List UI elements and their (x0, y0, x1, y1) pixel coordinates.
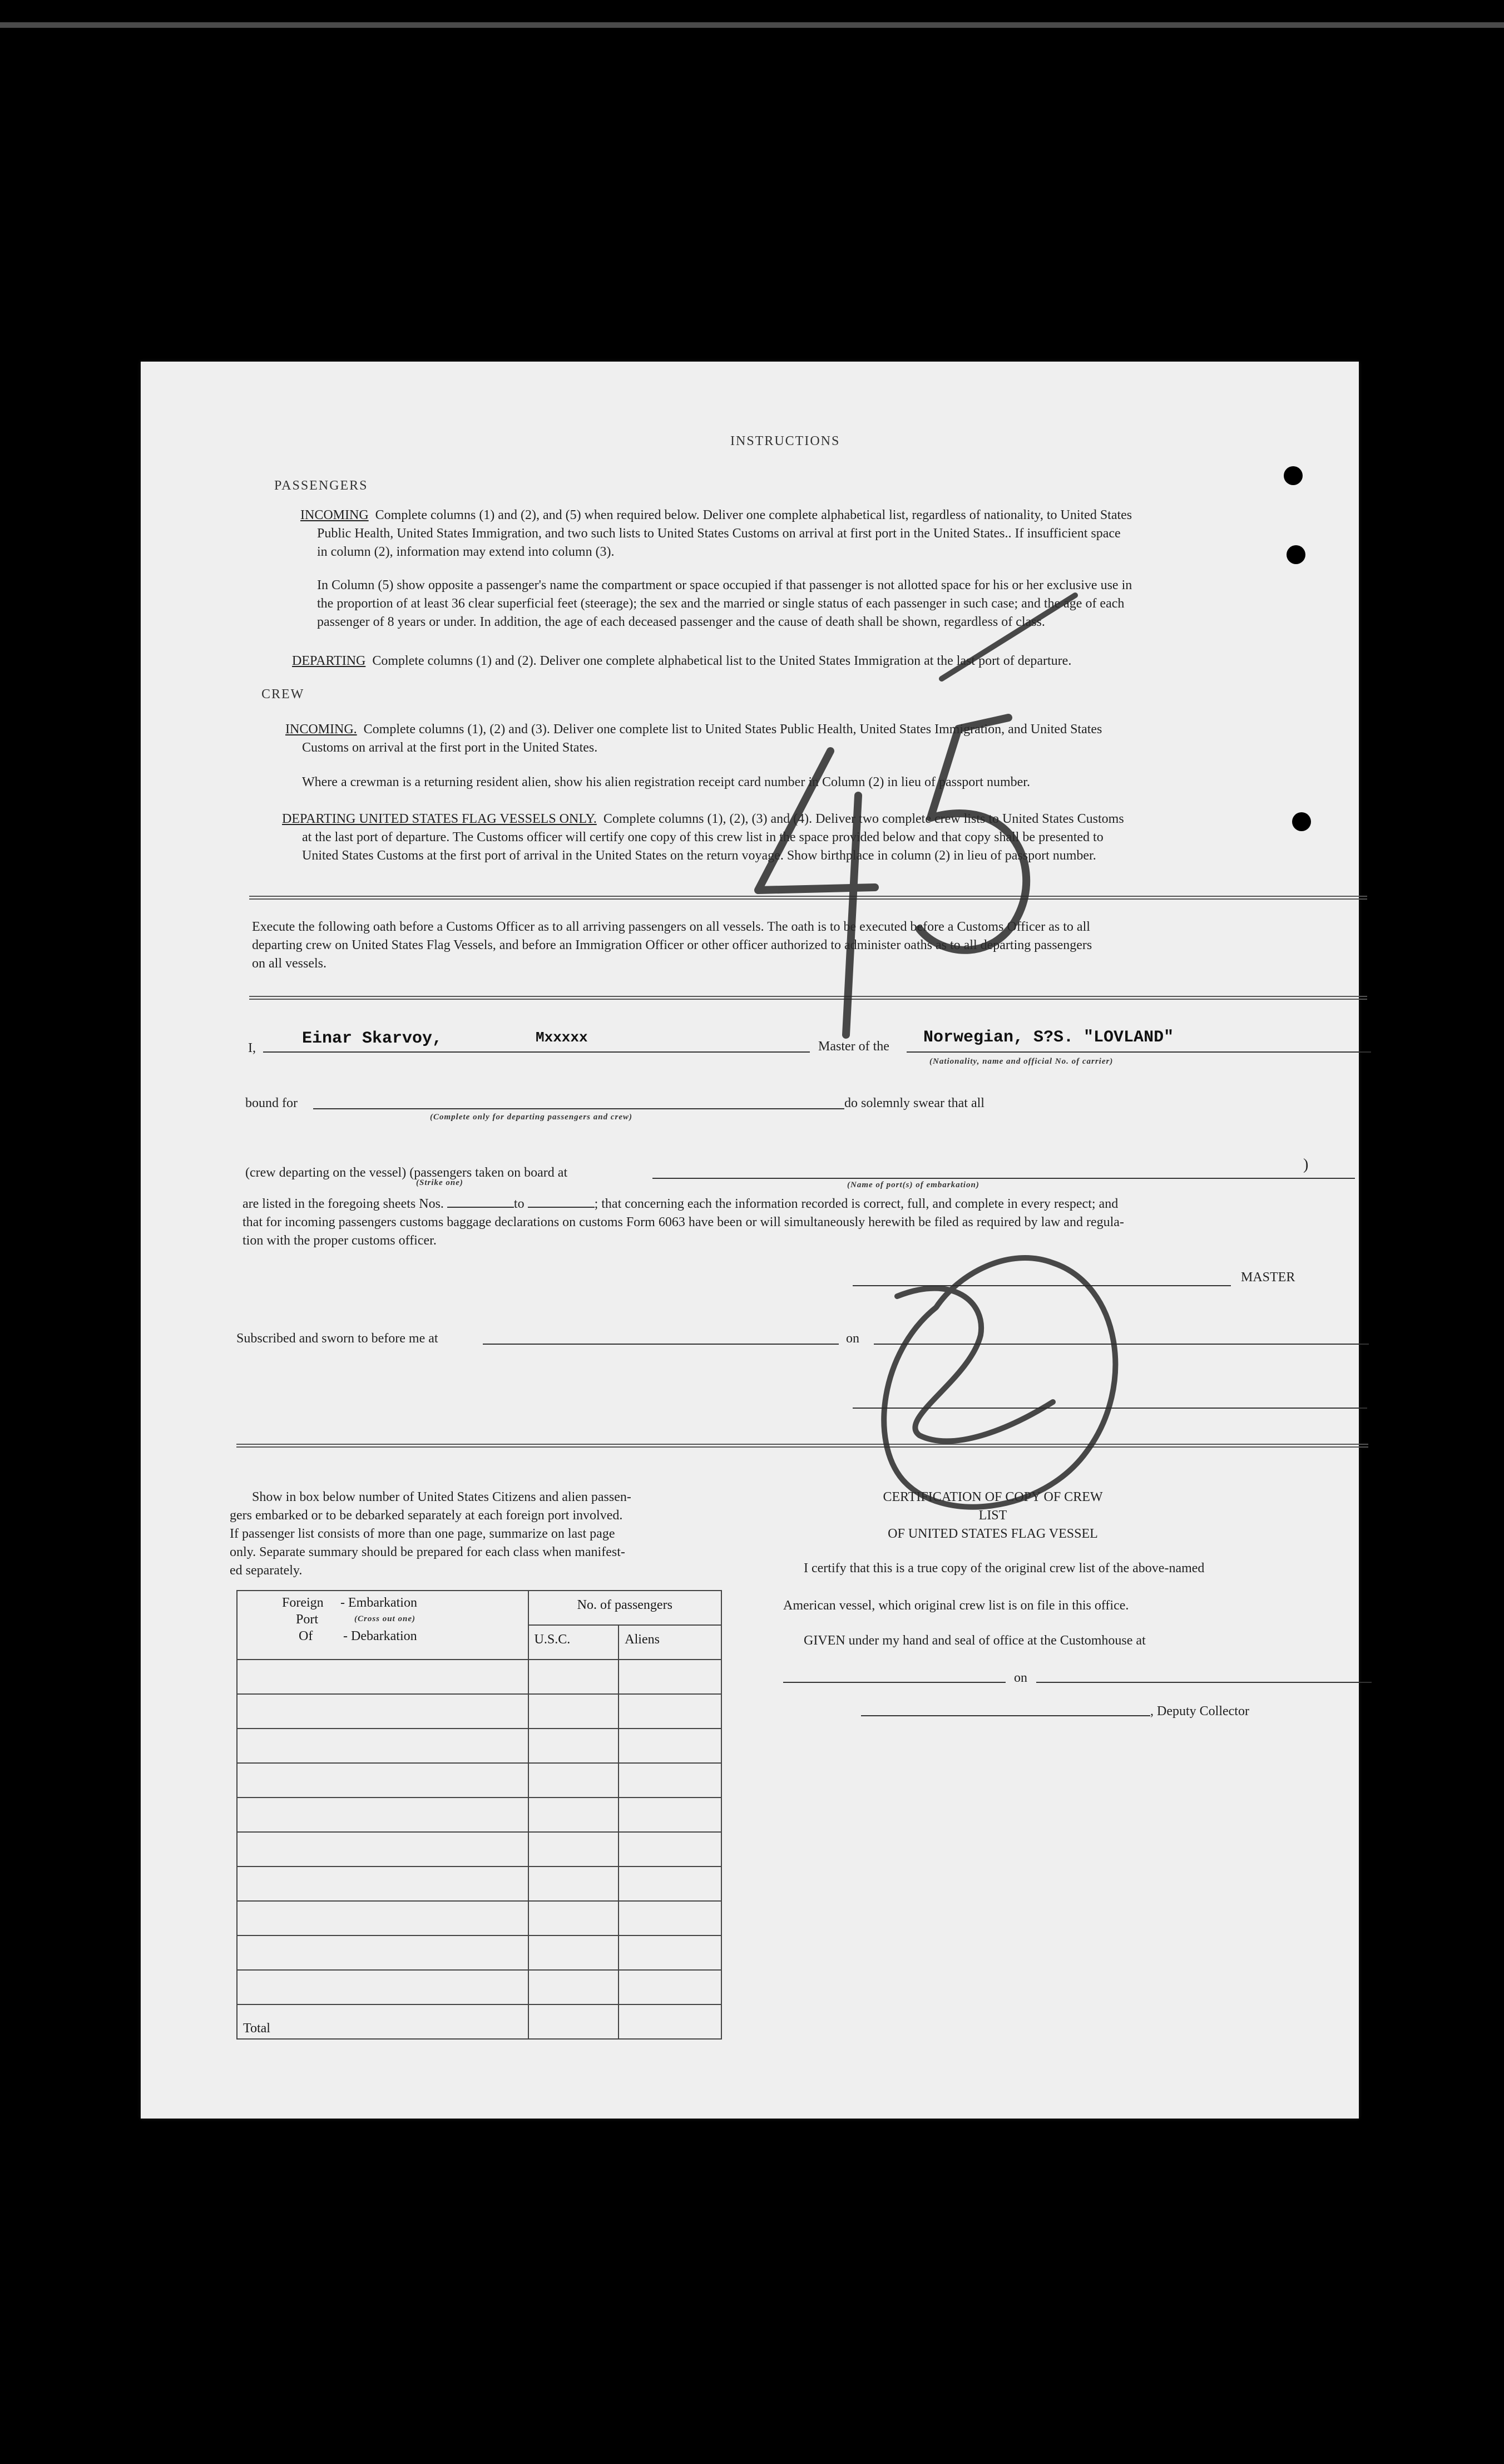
vessel-typed: Norwegian, S?S. "LOVLAND" (923, 1028, 1174, 1047)
listed-to: to (513, 1197, 525, 1211)
sheet-from-line (447, 1207, 514, 1208)
top-border-line (0, 22, 1504, 28)
subscribed-label: Subscribed and sworn to before me at (236, 1331, 438, 1346)
embarkation-port-caption: (Name of port(s) of embarkation) (847, 1181, 979, 1189)
listed-line2: that for incoming passengers customs baggage declarations on customs Form 6063 have been or will simultaneously herewith be filed as required by law and regula- (243, 1215, 1124, 1229)
crew-incoming-text: Complete columns (1), (2) and (3). Deliver one complete list to United States Public Health, United States Immigration, and United States (363, 722, 1102, 737)
oath-instructions-line1: Execute the following oath before a Customs Officer as to all arriving passengers on all vessels. The oath is to be executed before a Customs Officer as to all (252, 920, 1090, 934)
table-row (237, 1901, 528, 1935)
incoming-text-line3: in column (2), information may extend into column (3). (317, 545, 615, 559)
summary-line3: If passenger list consists of more than one page, summarize on last page (230, 1527, 615, 1541)
column5-paragraph (317, 576, 1363, 631)
passenger-summary-table (236, 1590, 722, 2040)
incoming-text: Complete columns (1) and (2), and (5) when required below. Deliver one complete alphabetical list, regardless of nationality, to United States (375, 508, 1132, 522)
certify-on-label: on (1014, 1671, 1027, 1685)
summary-instructions (230, 1488, 730, 1580)
header-aliens: Aliens (619, 1625, 721, 1660)
passengers-departing-paragraph (292, 652, 1338, 670)
sheet-to-line (528, 1207, 595, 1208)
circled-number-2 (884, 1258, 1115, 1507)
struck-title-typed: Mxxxxx (536, 1029, 588, 1046)
bound-for-label: bound for (245, 1096, 298, 1110)
customhouse-line (783, 1682, 1006, 1683)
listed-line3: tion with the proper customs officer. (243, 1233, 437, 1248)
crew-incoming-label: INCOMING. (285, 722, 357, 737)
table-row (237, 1694, 528, 1729)
master-name-typed: Einar Skarvoy, (302, 1029, 443, 1048)
header-of: Of (299, 1629, 313, 1643)
crew-departing-text-line2: at the last port of departure. The Customs officer will certify one copy of this crew list in the space provided below and that copy shall be presented to (302, 830, 1104, 845)
summary-line1: Show in box below number of United States Citizens and alien passen- (252, 1490, 631, 1504)
departing-text: Complete columns (1) and (2). Deliver one complete alphabetical list to the United States Immigration at the last port of departure. (372, 654, 1072, 668)
strike-one-caption: (Strike one) (416, 1178, 463, 1187)
section-divider-3 (236, 1444, 1368, 1448)
listed-sheets-paragraph (243, 1195, 1372, 1250)
subscribed-date-line (874, 1344, 1369, 1345)
certification-title-line2: OF UNITED STATES FLAG VESSEL (888, 1527, 1098, 1541)
officer-signature-line (853, 1408, 1367, 1409)
summary-line5: ed separately. (230, 1563, 303, 1578)
table-row (237, 1970, 528, 2004)
section-divider (249, 896, 1367, 900)
table-row (237, 1763, 528, 1798)
crew-departing-label: DEPARTING UNITED STATES FLAG VESSELS ONLY. (282, 812, 597, 826)
certify-line2: American vessel, which original crew list is on file in this office. (783, 1598, 1129, 1613)
certify-line3: GIVEN under my hand and seal of office at the Customhouse at (804, 1633, 1146, 1648)
hole-punch-2 (1287, 545, 1305, 564)
summary-line2: gers embarked or to be debarked separately at each foreign port involved. (230, 1508, 623, 1523)
oath-instructions (252, 918, 1359, 973)
master-of-label: Master of the (818, 1039, 889, 1054)
crew-departing-text-line3: United States Customs at the first port of arrival in the United States on the return voyage. Show birthplace in column (2) in lieu of passport number. (302, 848, 1096, 863)
passengers-incoming-paragraph (300, 506, 1346, 561)
hole-punch-3 (1292, 812, 1311, 831)
master-name-line (263, 1051, 810, 1053)
oath-instructions-line2: departing crew on United States Flag Vessels, and before an Immigration Officer or other officer authorized to administer oaths as to all departing passengers (252, 938, 1092, 952)
bound-for-caption: (Complete only for departing passengers and crew) (430, 1113, 632, 1122)
subscribed-place-line (483, 1344, 839, 1345)
crew-incoming-text-line2: Customs on arrival at the first port in the United States. (302, 740, 598, 755)
certify-line1: I certify that this is a true copy of the original crew list of the above-named (804, 1561, 1205, 1576)
hole-punch-1 (1284, 466, 1303, 485)
column5-line2: the proportion of at least 36 clear superficial feet (steerage); the sex and the married or single status of each passenger in such case; and the age of each (317, 596, 1125, 611)
certification-title-line1: CERTIFICATION OF COPY OF CREW LIST (883, 1490, 1103, 1523)
oath-i-prefix: I, (248, 1041, 256, 1055)
column5-line3: passenger of 8 years or under. In addition, the age of each deceased passenger and the cause of death shall be shown, regardless of class. (317, 615, 1045, 629)
bound-for-line (313, 1108, 844, 1109)
vessel-line (907, 1051, 1371, 1053)
header-cross-out: (Cross out one) (354, 1614, 416, 1623)
table-row (237, 1935, 528, 1970)
header-foreign: Foreign (282, 1596, 324, 1610)
header-port: Port (296, 1612, 319, 1627)
crew-title: CREW (261, 687, 305, 702)
master-signature-line (853, 1285, 1231, 1286)
listed-text-b: ; that concerning each the information recorded is correct, full, and complete in every respect; and (594, 1197, 1119, 1211)
crew-departing-text: Complete columns (1), (2), (3) and (4). Deliver two complete crew lists to United States Customs (603, 812, 1124, 826)
departing-label: DEPARTING (292, 654, 366, 668)
crew-list-form-page (141, 362, 1359, 2119)
certification-title (876, 1488, 1110, 1543)
incoming-text-line2: Public Health, United States Immigration, and two such lists to United States Customs on arrival at first port in the United States.. If insufficient space (317, 526, 1121, 541)
subscribed-on-label: on (846, 1331, 859, 1346)
crew-incoming-paragraph (285, 720, 1342, 757)
table-row (237, 1866, 528, 1901)
section-divider-2 (249, 996, 1367, 1000)
oath-instructions-line3: on all vessels. (252, 956, 326, 971)
table-row (237, 1832, 528, 1866)
column5-line1: In Column (5) show opposite a passenger's name the compartment or space occupied if that passenger is not allotted space for his or her exclusive use in (317, 578, 1132, 592)
passengers-title: PASSENGERS (274, 478, 368, 493)
crew-departing-paragraph (282, 810, 1339, 865)
summary-line4: only. Separate summary should be prepared for each class when manifest- (230, 1545, 625, 1559)
master-signature-label: MASTER (1241, 1270, 1295, 1285)
listed-text-a: are listed in the foregoing sheets Nos. (243, 1197, 444, 1211)
table-row (237, 1798, 528, 1832)
header-debarkation: - Debarkation (343, 1629, 417, 1643)
deputy-collector-label: , Deputy Collector (1150, 1704, 1249, 1719)
port-header-cell (237, 1591, 528, 1660)
total-cell: Total (237, 2004, 528, 2039)
swear-text: do solemnly swear that all (844, 1096, 984, 1110)
table-row (237, 1660, 528, 1694)
crew-resident-paragraph: Where a crewman is a returning resident alien, show his alien registration receipt card number in Column (2) in lieu of passport number. (302, 775, 1030, 789)
embarkation-port-line (652, 1178, 1355, 1179)
table-row (237, 1729, 528, 1763)
header-embarkation: - Embarkation (340, 1596, 417, 1610)
header-usc: U.S.C. (528, 1625, 619, 1660)
certify-date-line (1036, 1682, 1372, 1683)
vessel-caption: (Nationality, name and official No. of carrier) (929, 1057, 1114, 1066)
crew-departing-text-oath: (crew departing on the vessel) (passengers taken on board at (245, 1166, 568, 1180)
deputy-signature-line (861, 1715, 1150, 1716)
incoming-label: INCOMING (300, 508, 369, 522)
close-paren: ) (1303, 1156, 1309, 1173)
header-num-passengers: No. of passengers (528, 1591, 721, 1625)
instructions-heading: INSTRUCTIONS (730, 434, 840, 448)
